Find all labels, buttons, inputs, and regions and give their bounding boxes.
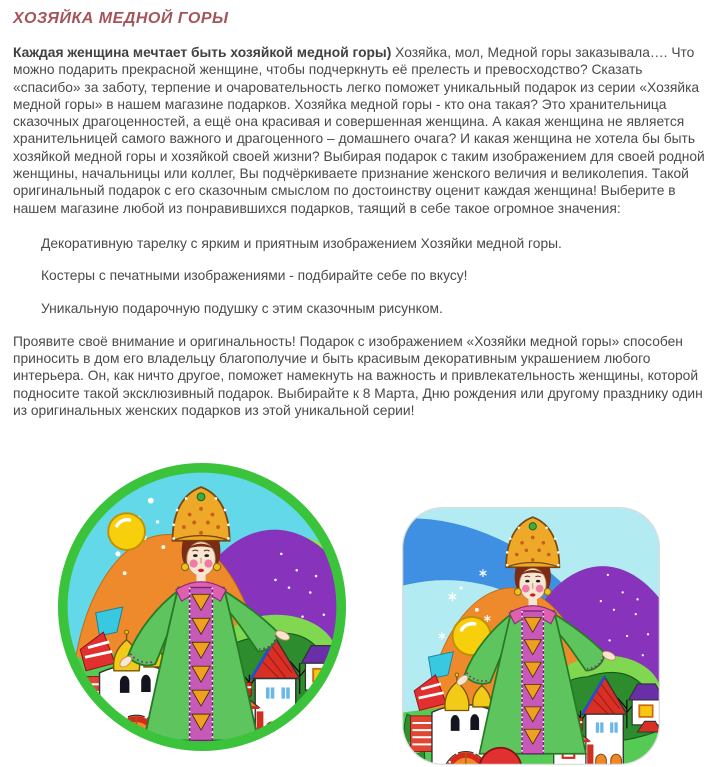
gift-option-pillow: Уникальную подарочную подушку с этим сказочным рисунком. (41, 300, 443, 316)
lead-bold-text: Каждая женщина мечтает быть хозяйкой медной горы) (13, 45, 392, 60)
coaster-product-image[interactable] (400, 505, 662, 767)
sun-icon (108, 513, 145, 550)
closing-paragraph: Проявите своё внимание и оригинальность! Подарок с изображением «Хозяйки медной горы» способен приносить в дом его владельцу благополучие и быть красивым декоративным украшением любого интерьера. Он, как ничто другое, поможет намекнуть на важность и привлекательность женщины, которой подносите такой эксклюзивный подарок. Выбирайте к 8 Марта, Дню рождения или другому празднику один из оригинальных женских подарков из этой уникальной серии! (13, 333, 703, 419)
gift-option-coasters: Костеры с печатными изображениями - подбирайте себе по вкусу! (41, 268, 468, 284)
lead-paragraph (13, 44, 709, 217)
plate-product-image[interactable] (57, 462, 347, 752)
page-title: ХОЗЯЙКА МЕДНОЙ ГОРЫ (13, 10, 229, 27)
lead-text: Хозяйка, мол, Медной горы заказывала…. Что можно подарить прекрасной женщине, чтобы подчеркнуть её прелесть и превосходство? Сказать «спасибо» за заботу, терпение и очаровательность легко поможет уникальный подарок из серии «Хозяйка медной горы» в нашем магазине подарков. Хозяйка медной горы - кто она такая? Это хранительница сказочных драгоценностей, а ещё она красивая и совершенная женщина. А какая женщина не является хранительницей самого важного и драгоценного – домашнего очага? И какая женщина не хотела бы быть хозяйкой медной горы и хозяйкой своей жизни? Выбирая подарок с таким изображением для своей родной женщины, начальницы или коллег, Вы подчёркиваете признание женского величия и великолепия. Такой оригинальный подарок с его сказочным смыслом по достоинству оценит каждая женщина! Выберите в нашем магазине любой из понравившихся подарков, таящий в себе такое огромное значения: (13, 45, 705, 216)
gift-options-list (41, 235, 709, 317)
article (13, 6, 709, 419)
gift-option-plate: Декоративную тарелку с ярким и приятным изображением Хозяйки медной горы. (41, 235, 562, 251)
